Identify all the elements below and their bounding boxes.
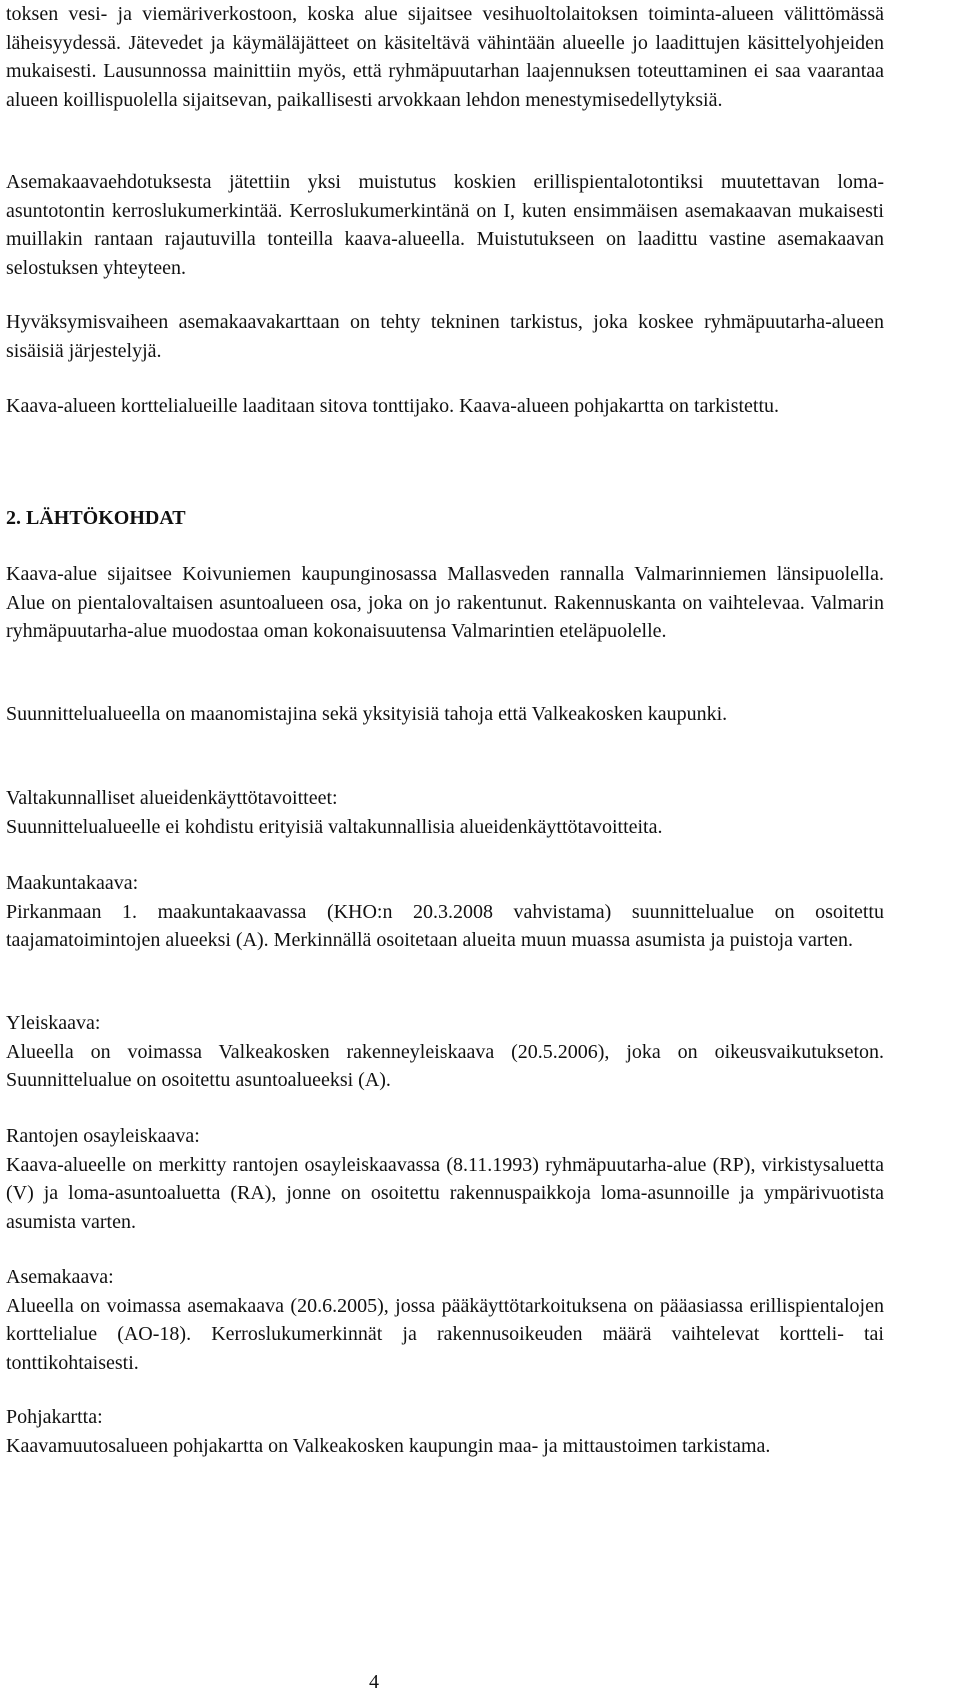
valtakunnalliset-label: Valtakunnalliset alueidenkäyttötavoitteet: <box>6 787 338 809</box>
rantojen-text: Kaava-alueelle on merkitty rantojen osayleiskaavassa (8.11.1993) ryhmäpuutarha-alue (RP), virkistysaluetta (V) ja loma-asuntoaluetta (RA), jonne on osoitettu rakennuspaikkoja loma-asunnoille ja ympärivuotista asumista varten. <box>6 1153 884 1233</box>
pohjakartta-label: Pohjakartta: <box>6 1406 103 1428</box>
paragraph-location <box>6 560 884 646</box>
section-heading <box>6 504 884 532</box>
paragraph-wastewater <box>6 0 884 114</box>
paragraph-technical-check <box>6 308 884 365</box>
paragraph-tonttijako <box>6 392 884 421</box>
asemakaava-label: Asemakaava: <box>6 1266 114 1288</box>
asemakaava-block <box>6 1263 884 1377</box>
maakuntakaava-block <box>6 869 884 955</box>
paragraph-landowners <box>6 700 884 729</box>
yleiskaava-label: Yleiskaava: <box>6 1012 101 1034</box>
paragraph-text: Kaava-alue sijaitsee Koivuniemen kaupunginosassa Mallasveden rannalla Valmarinniemen länsipuolella. Alue on pientalovaltaisen asuntoalueen osa, joka on jo rakentunut. Rakennuskanta on vaihtelevaa. Valmarin ryhmäpuutarha-alue muodostaa oman kokonaisuutensa Valmarintien eteläpuolelle. <box>6 563 884 642</box>
paragraph-text: toksen vesi- ja viemäriverkostoon, koska alue sijaitsee vesihuoltolaitoksen toiminta-alueen välittömässä läheisyydessä. Jätevedet ja käymäläjätteet on käsiteltävä vähintään alueelle jo laadittujen käsittelyohjeiden mukaisesti. Lausunnossa mainittiin myös, että ryhmäpuutarhan laajennuksen toteuttaminen ei saa vaarantaa alueen koillispuolella sijaitsevan, paikallisesti arvokkaan lehdon menestymisedellytyksiä. <box>6 3 884 111</box>
paragraph-text: Asemakaavaehdotuksesta jätettiin yksi muistutus koskien erillispientalotontiksi muutettavan loma-asuntotontin kerroslukumerkintää. Kerroslukumerkintänä on I, kuten ensimmäisen asemakaavan mukaisesti muillakin rantaan rajautuvilla tonteilla kaava-alueella. Muistutukseen on laadittu vastine asemakaavan selostuksen yhteyteen. <box>6 171 884 279</box>
paragraph-muistutus <box>6 168 884 282</box>
section-title: 2. LÄHTÖKOHDAT <box>6 507 186 529</box>
asemakaava-text: Alueella on voimassa asemakaava (20.6.2005), jossa pääkäyttötarkoituksena on pääasiassa erillispientalojen korttelialue (AO-18). Kerroslukumerkinnät ja rakennusoikeuden määrä vaihtelevat kortteli- tai tonttikohtaisesti. <box>6 1294 884 1374</box>
maakuntakaava-label: Maakuntakaava: <box>6 872 139 894</box>
paragraph-text: Suunnittelualueella on maanomistajina sekä yksityisiä tahoja että Valkeakosken kaupunki. <box>6 703 728 725</box>
page-number: 4 <box>369 1671 379 1693</box>
paragraph-text: Kaava-alueen korttelialueille laaditaan sitova tonttijako. Kaava-alueen pohjakartta on tarkistettu. <box>6 395 780 417</box>
paragraph-text: Hyväksymisvaiheen asemakaavakarttaan on tehty tekninen tarkistus, joka koskee ryhmäpuutarha-alueen sisäisiä järjestelyjä. <box>6 311 884 362</box>
yleiskaava-text: Alueella on voimassa Valkeakosken rakenneyleiskaava (20.5.2006), joka on oikeusvaikutukseton. Suunnittelualue on osoitettu asuntoalueeksi (A). <box>6 1040 884 1091</box>
valtakunnalliset-block <box>6 784 884 841</box>
pohjakartta-block <box>6 1403 884 1460</box>
rantojen-label: Rantojen osayleiskaava: <box>6 1125 200 1147</box>
maakuntakaava-text: Pirkanmaan 1. maakuntakaavassa (KHO:n 20.3.2008 vahvistama) suunnittelualue on osoitettu taajamatoimintojen alueeksi (A). Merkinnällä osoitetaan alueita muun muassa asumista ja puistoja varten. <box>6 900 884 951</box>
yleiskaava-block <box>6 1009 884 1095</box>
valtakunnalliset-text: Suunnittelualueelle ei kohdistu erityisiä valtakunnallisia alueidenkäyttötavoitteita. <box>6 815 663 838</box>
pohjakartta-text: Kaavamuutosalueen pohjakartta on Valkeakosken kaupungin maa- ja mittaustoimen tarkistama. <box>6 1434 771 1457</box>
rantojen-block <box>6 1122 884 1236</box>
